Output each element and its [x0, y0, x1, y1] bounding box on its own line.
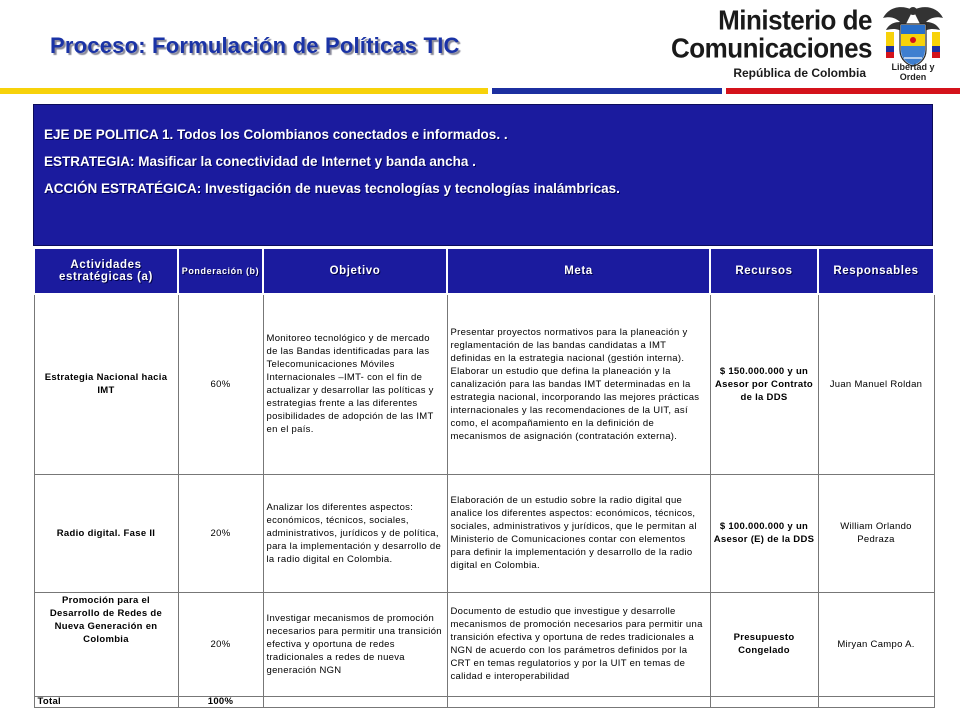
ministry-brand: [670, 3, 872, 80]
motto-text: Libertad y Orden: [891, 62, 935, 82]
header-responsables: Responsables: [818, 248, 934, 294]
cell-actividad: Radio digital. Fase II: [34, 474, 178, 592]
policy-banner: [33, 104, 933, 246]
brand-line-3: República de Colombia: [733, 66, 866, 80]
cell-total-label: Total: [34, 696, 178, 707]
header-recursos: Recursos: [710, 248, 818, 294]
cell-total-empty: [263, 696, 447, 707]
cell-actividad: Estrategia Nacional hacia IMT: [34, 294, 178, 474]
flag-rule-red: [726, 88, 960, 94]
header-meta: Meta: [447, 248, 710, 294]
cell-ponderacion: 60%: [178, 294, 263, 474]
cell-objetivo: Analizar los diferentes aspectos: económicos, técnicos, sociales, administrativos, jurídicos y de política, para la implementación y desarrollo de la radio digital en Colombia.: [263, 474, 447, 592]
table-row: [34, 294, 934, 474]
brand-line-1: Ministerio de: [718, 3, 872, 37]
cell-ponderacion: 20%: [178, 474, 263, 592]
header-objetivo: Objetivo: [263, 248, 447, 294]
cell-total-empty: [710, 696, 818, 707]
flag-rule-blue: [492, 88, 722, 94]
page-title: Proceso: Formulación de Políticas TIC: [50, 33, 460, 58]
strategy-text: ESTRATEGIA: Masificar la conectividad de Internet y banda ancha .: [44, 154, 476, 169]
flag-rule: [0, 88, 960, 94]
cell-responsables: Juan Manuel Roldan: [818, 294, 934, 474]
table-header-row: [34, 248, 934, 294]
cell-responsables: Miryan Campo A.: [818, 592, 934, 696]
header-ponderacion: Ponderación (b): [178, 248, 263, 294]
policy-axis-text: EJE DE POLITICA 1. Todos los Colombianos conectados e informados. .: [44, 127, 508, 142]
cell-recursos: Presupuesto Congelado: [710, 592, 818, 696]
strategic-action-text: ACCIÓN ESTRATÉGICA: Investigación de nuevas tecnologías y tecnologías inalámbricas.: [44, 181, 620, 196]
table-row: [34, 592, 934, 696]
table-total-row: [34, 696, 934, 707]
flag-rule-yellow: [0, 88, 488, 94]
cell-objetivo: Monitoreo tecnológico y de mercado de las Bandas identificadas para las Telecomunicaciones Móviles Internacionales –IMT- con el fin de actualizar y desarrollar las políticas y estrategias frente a las diferentes posibilidades de adopción de las IMT en el país.: [263, 294, 447, 474]
cell-total-empty: [447, 696, 710, 707]
cell-total-value: 100%: [178, 696, 263, 707]
brand-line-2: Comunicaciones: [670, 31, 872, 65]
coat-of-arms-icon: [880, 2, 946, 82]
cell-recursos: $ 150.000.000 y un Asesor por Contrato de la DDS: [710, 294, 818, 474]
cell-total-empty: [818, 696, 934, 707]
cell-meta: Documento de estudio que investigue y desarrolle mecanismos de promoción necesarios para permitir una transición efectiva y oportuna de redes tradicionales a NGN de acuerdo con los parámetros definidos por la CRT en temas regulatorios y por la UIT en temas de calidad e interoperabilidad: [447, 592, 710, 696]
cell-meta: Elaboración de un estudio sobre la radio digital que analice los diferentes aspectos: económicos, técnicos, sociales, administrativos y jurídicos, que le permitan al Ministerio de Comunicaciones contar con elementos para definir la implementación y desarrollo de la radio digital en Colombia.: [447, 474, 710, 592]
cell-actividad: Promoción para el Desarrollo de Redes de Nueva Generación en Colombia: [34, 592, 178, 696]
header-actividades: Actividades estratégicas (a): [34, 248, 178, 294]
cell-responsables: William Orlando Pedraza: [818, 474, 934, 592]
table-row: [34, 474, 934, 592]
cell-ponderacion: 20%: [178, 592, 263, 696]
cell-meta: Presentar proyectos normativos para la planeación y reglamentación de las bandas candidatas a IMT definidas en la estrategia nacional (gestión interna). Elaborar un estudio que defina la planeación y la canalización para las bandas IMT determinadas en la estrategia nacional, incorporando las mejores prácticas internacionales y las recomendaciones de la UIT, así como, el acompañamiento en la definición de mecanismos de asignación (contratación externa).: [447, 294, 710, 474]
cell-recursos: $ 100.000.000 y un Asesor (E) de la DDS: [710, 474, 818, 592]
cell-objetivo: Investigar mecanismos de promoción necesarios para permitir una transición efectiva y oportuna de redes tradicionales a redes de nueva generación NGN: [263, 592, 447, 696]
activities-table: [33, 247, 935, 708]
